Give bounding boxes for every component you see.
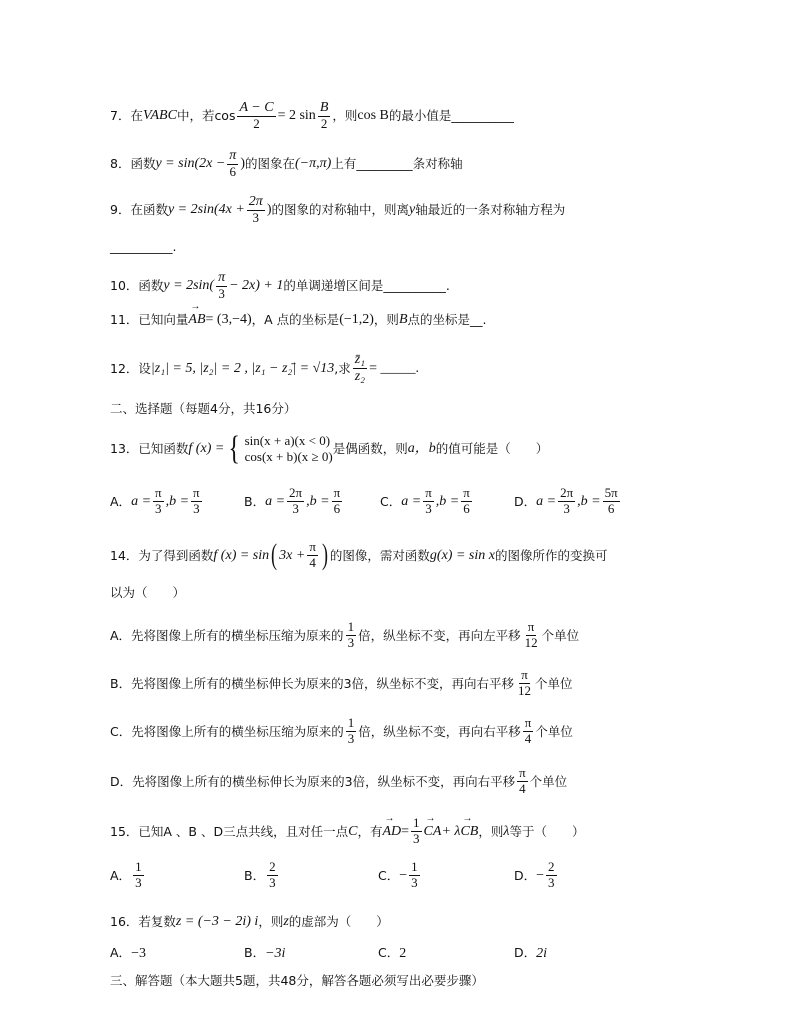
- text: 函数: [138, 278, 164, 294]
- math: f (x) =: [188, 441, 225, 457]
- text: C．先将图像上所有的横坐标压缩为原来的: [110, 723, 344, 739]
- text: 个单位: [541, 627, 580, 643]
- fraction: [346, 620, 357, 651]
- option-b[interactable]: [244, 946, 378, 961]
- math: a =: [401, 493, 422, 509]
- fraction: [237, 100, 275, 132]
- text: 的虚部为（ ）: [288, 913, 389, 929]
- option-label: A．: [110, 493, 132, 509]
- option-label: B．: [244, 493, 266, 509]
- math: C: [348, 823, 358, 839]
- fraction: [409, 860, 420, 891]
- math: cos B: [357, 108, 389, 124]
- numerator: 2: [548, 859, 555, 874]
- math: a =: [536, 493, 557, 509]
- text: ，则: [332, 108, 358, 124]
- denominator: 6: [607, 500, 615, 516]
- q-number: 11．: [110, 311, 139, 327]
- text: 二、选择题（每题4分，共16分）: [110, 401, 297, 416]
- text: 函数: [130, 156, 156, 172]
- denominator: 3: [218, 286, 225, 302]
- denominator: z₂: [354, 369, 366, 385]
- denominator: 3: [425, 500, 432, 516]
- option-a[interactable]: [110, 620, 579, 651]
- question-15-options: [110, 860, 559, 891]
- math: y = 2sin(: [163, 278, 215, 294]
- text: B．先将图像上所有的横坐标伸长为原来的3倍，纵坐标不变，再向右平移: [110, 675, 515, 691]
- fraction: [307, 540, 318, 571]
- option-a[interactable]: [110, 486, 244, 517]
- math: =: [401, 823, 410, 839]
- denominator: 6: [229, 164, 237, 180]
- fraction: [461, 486, 472, 517]
- numerator: 2π: [289, 485, 303, 500]
- right-paren: ): [321, 538, 328, 572]
- text: 以为（ ）: [110, 585, 186, 600]
- option-b[interactable]: [244, 486, 380, 517]
- question-9-blank: [110, 240, 176, 254]
- math: y = sin(2x −: [155, 156, 226, 172]
- fraction: [133, 860, 144, 891]
- vector-cb: → CB: [460, 824, 478, 839]
- denominator: 3: [347, 730, 355, 746]
- text: 轴最近的一条对称轴方程为: [415, 202, 566, 218]
- option-d[interactable]: [514, 946, 547, 961]
- math: (−1,2): [339, 312, 374, 327]
- q-number: 16．: [110, 913, 139, 929]
- option-label: D．: [514, 493, 537, 509]
- option-value: 2: [399, 946, 407, 961]
- q-number: 13．: [110, 441, 139, 457]
- denominator: 4: [309, 554, 316, 570]
- numerator: π: [155, 485, 162, 500]
- option-label: C．: [380, 493, 402, 509]
- vector-ad: → AD: [382, 824, 401, 839]
- denominator: 6: [463, 500, 470, 516]
- denominator: 12: [518, 682, 532, 698]
- math: g(x) = sin x: [429, 547, 495, 563]
- fraction: [153, 486, 164, 517]
- q-number: 9．: [110, 202, 131, 218]
- math: f (x) = sin: [213, 547, 270, 563]
- denominator: 3: [292, 500, 299, 516]
- text: ，则: [478, 823, 504, 839]
- option-label: A．: [110, 867, 132, 883]
- text: ，则: [373, 311, 399, 327]
- text: 的单调递增区间是__________.: [283, 278, 450, 294]
- numerator: π: [309, 539, 316, 554]
- fraction: [216, 270, 227, 302]
- numerator: π: [521, 667, 528, 682]
- fraction: [603, 486, 620, 517]
- math: = 2 sin: [277, 108, 316, 124]
- numerator: π: [333, 485, 341, 500]
- text: 是偶函数，则: [332, 441, 408, 457]
- math: = _____.: [369, 360, 419, 376]
- fraction: [411, 816, 422, 847]
- option-b[interactable]: [244, 860, 378, 891]
- denominator: 3: [252, 210, 260, 226]
- text: 在函数: [130, 202, 168, 218]
- fraction: [287, 486, 304, 517]
- option-label: B．: [244, 867, 266, 883]
- option-d[interactable]: [514, 860, 559, 891]
- question-15: [110, 816, 584, 847]
- option-a[interactable]: [110, 860, 244, 891]
- question-16-options: [110, 946, 547, 961]
- option-label: C．: [378, 945, 400, 960]
- fraction: [558, 486, 575, 517]
- fraction: [247, 194, 265, 226]
- text: 已知函数: [138, 441, 189, 457]
- fraction: [546, 860, 557, 891]
- fraction: [423, 486, 434, 517]
- question-13: [110, 432, 548, 466]
- numerator: 1: [413, 815, 420, 830]
- numerator: π: [193, 485, 200, 500]
- option-value: −3i: [265, 946, 286, 961]
- denominator: 3: [155, 500, 162, 516]
- math: z = (−3 − 2i) i: [175, 914, 259, 929]
- text: 的图像所作的变换可: [494, 547, 608, 563]
- text: 设: [138, 360, 151, 376]
- text: 上有_________条对称轴: [331, 156, 463, 172]
- text: A．先将图像上所有的横坐标压缩为原来的: [110, 627, 344, 643]
- denominator: 3: [563, 500, 570, 516]
- option-b[interactable]: [110, 668, 573, 699]
- numerator: 1: [135, 859, 142, 874]
- text: __________.: [110, 239, 177, 254]
- math: 3x +: [279, 547, 306, 563]
- numerator: π: [463, 485, 470, 500]
- fraction: [516, 668, 533, 699]
- numerator: 5π: [604, 485, 618, 500]
- question-7: [110, 100, 514, 132]
- option-c[interactable]: [378, 860, 514, 891]
- math: ,b =: [306, 493, 330, 509]
- option-label: D．: [514, 945, 537, 960]
- numerator: π: [527, 619, 535, 634]
- text: 若复数: [138, 913, 176, 929]
- text: 已知向量: [138, 311, 189, 327]
- text: 的图像，需对函数: [329, 547, 430, 563]
- q-number: 8．: [110, 156, 131, 172]
- math: B: [398, 312, 408, 327]
- sign: −: [399, 867, 408, 883]
- question-16: [110, 914, 389, 929]
- interval: (−π,π): [295, 156, 332, 172]
- text: ，有: [357, 823, 383, 839]
- math: z: [283, 914, 289, 929]
- numerator: 1: [347, 715, 355, 730]
- math: − 2x) + 1: [229, 278, 284, 294]
- fraction: [346, 716, 357, 747]
- text: ，A 点的坐标是: [251, 311, 340, 327]
- math: |z₁| = 5, |z₂| = 2 , |z₁ − z₂̄| = √13: [150, 360, 335, 376]
- numerator: A − C: [237, 100, 275, 117]
- denominator: 4: [524, 730, 532, 746]
- text: 倍，纵坐标不变，再向左平移: [358, 627, 521, 643]
- sign: −: [536, 867, 545, 883]
- denominator: 3: [413, 830, 420, 846]
- text: 的值可能是（ ）: [435, 441, 549, 457]
- section-3-heading: [110, 974, 484, 988]
- left-paren: (: [271, 538, 278, 572]
- numerator: π: [425, 485, 432, 500]
- vector-ca: → CA: [424, 824, 442, 839]
- fraction: [332, 486, 343, 517]
- text: 点的坐标是__.: [407, 311, 487, 327]
- fraction: [523, 716, 534, 747]
- section-2-heading: [110, 402, 296, 416]
- math: ,b =: [577, 493, 601, 509]
- numerator: 2π: [247, 194, 265, 211]
- text: 中，若cos: [176, 108, 236, 124]
- question-9: [110, 194, 565, 226]
- option-c[interactable]: [378, 946, 514, 961]
- question-14: [110, 540, 607, 571]
- denominator: 2: [253, 116, 260, 132]
- numerator: π: [524, 715, 532, 730]
- text: 个单位: [535, 723, 573, 739]
- numerator: B: [318, 100, 331, 117]
- math: ): [266, 202, 272, 218]
- case-2: cos(x + b)(x ≥ 0): [244, 449, 333, 464]
- option-value: −3: [131, 946, 146, 961]
- q-number: 15．: [110, 823, 139, 839]
- denominator: 3: [548, 874, 555, 890]
- option-d[interactable]: [514, 486, 622, 517]
- case-1: sin(x + a)(x < 0): [244, 432, 331, 448]
- fraction: [353, 352, 367, 385]
- option-a[interactable]: [110, 946, 244, 961]
- option-label: B．: [244, 945, 266, 960]
- numerator: 2π: [560, 485, 574, 500]
- text: 为了得到函数: [138, 547, 214, 563]
- numerator: 1: [347, 619, 355, 634]
- option-value: 2i: [536, 946, 548, 961]
- option-label: D．: [514, 867, 537, 883]
- denominator: 3: [135, 874, 142, 890]
- math: + λ: [441, 823, 461, 839]
- denominator: 2: [320, 116, 328, 132]
- option-c[interactable]: [110, 716, 573, 747]
- math: a =: [131, 493, 152, 509]
- numerator: 1: [411, 859, 418, 874]
- q-number: 14．: [110, 547, 139, 563]
- text: 的图象在: [244, 156, 295, 172]
- text: 在: [130, 108, 143, 124]
- option-label: A．: [110, 945, 132, 960]
- text: D．先将图像上所有的横坐标伸长为原来的3倍，纵坐标不变，再向右平移: [110, 773, 516, 789]
- fraction: [227, 148, 238, 180]
- q-number: 10．: [110, 278, 139, 294]
- question-14-cont: [110, 586, 185, 600]
- numerator: z̄₁: [353, 352, 367, 369]
- triangle-abc: VABC: [142, 108, 177, 124]
- text: 三、解答题（本大题共5题，共48分，解答各题必须写出必要步骤）: [110, 973, 484, 988]
- fraction: [191, 486, 202, 517]
- option-label: C．: [378, 867, 400, 883]
- text: 个单位: [529, 773, 568, 789]
- question-13-options: [110, 486, 622, 517]
- numerator: π: [227, 148, 238, 165]
- fraction: [523, 620, 540, 651]
- text: 的最小值是__________: [388, 108, 514, 124]
- text: 个单位: [535, 675, 573, 691]
- math: λ: [503, 823, 510, 839]
- numerator: π: [216, 270, 227, 287]
- question-10: [110, 270, 450, 302]
- left-brace: {: [228, 430, 241, 467]
- fraction: [517, 766, 528, 797]
- text: 倍，纵坐标不变，再向右平移: [358, 723, 521, 739]
- text: 的图象的对称轴中，则离: [271, 202, 409, 218]
- question-11: [110, 312, 486, 327]
- option-d[interactable]: [110, 766, 567, 797]
- denominator: 6: [333, 500, 341, 516]
- text: ，则: [258, 913, 284, 929]
- math: ,b =: [435, 493, 460, 509]
- denominator: 3: [269, 874, 276, 890]
- denominator: 3: [193, 500, 200, 516]
- text: 已知A 、B 、D三点共线，且对任一点: [138, 823, 349, 839]
- denominator: 3: [347, 634, 355, 650]
- q-number: 7．: [110, 108, 131, 124]
- denominator: 12: [524, 634, 538, 650]
- math: y: [409, 202, 416, 218]
- option-c[interactable]: [380, 486, 514, 517]
- text: 等于（ ）: [509, 823, 585, 839]
- piecewise: [245, 433, 333, 466]
- fraction: [267, 860, 278, 891]
- question-8: [110, 148, 463, 180]
- denominator: 4: [519, 780, 526, 796]
- math: ,b =: [165, 493, 190, 509]
- math: = (3,−4): [205, 312, 252, 327]
- numerator: π: [519, 765, 526, 780]
- math: a =: [265, 493, 286, 509]
- math: ): [240, 156, 245, 172]
- fraction: [318, 100, 331, 132]
- question-12: [110, 352, 419, 385]
- math: y = 2sin(4x +: [167, 202, 245, 218]
- q-number: 12．: [110, 360, 139, 376]
- numerator: 2: [269, 859, 276, 874]
- text: ,求: [334, 360, 351, 376]
- vector-ab: → AB: [188, 312, 205, 327]
- denominator: 3: [411, 874, 418, 890]
- math: a，b: [407, 441, 436, 457]
